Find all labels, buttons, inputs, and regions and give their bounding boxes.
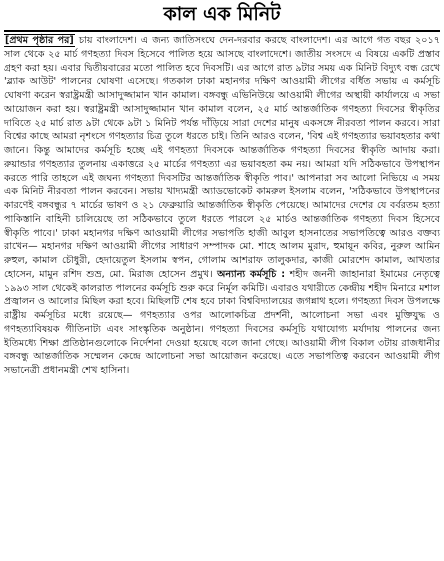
- article-text-other-programs: শহীদ জননী জাহানারা ইমামের নেতৃত্বে ১৯৯৩ সাল থেকেই কালরাত পালনের কর্মসূচি শুরু করে নির্মূল কমিটি। এবারও যথারীতে কেন্দ্রীয় শহীদ মিনারে মশাল প্রজ্বালন ও আলোর মিছিল করা হবে। মিছিলটি শেষ হবে ঢাকা বিশ্ববিদ্যালয়ের জগন্নাথ হলে। গণহত্যা দিবস উপলক্ষে রাষ্ট্রীয় কর্মসূচির মধ্যে রয়েছে— গণহত্যার ওপর আলোকচিত্র প্রদর্শনী, আলোচনা সভা এবং মুক্তিযুদ্ধ ও গণহত্যাবিষয়ক গীতিনাট্য এবং সাংস্কৃতিক অনুষ্ঠান। গণহত্যা দিবসের কর্মসূচি যথাযোগ্য মর্যাদায় পালনের জন্য ইতিমধ্যে শিক্ষা প্রতিষ্ঠানগুলোকে নির্দেশনা দেওয়া হয়েছে বলে জানা গেছে। আওয়ামী লীগ বিকাল ৩টায় রাজধানীর বঙ্গবন্ধু আন্তর্জাতিক সম্মেলন কেন্দ্রে আলোচনা সভা আয়োজন করেছে। এতে সভাপতিত্ব করবেন আওয়ামী লীগ সভানেত্রী প্রধানমন্ত্রী শেখ হাসিনা।: [4, 268, 440, 376]
- continuation-kicker: [প্রথম পৃষ্ঠার পর]: [5, 35, 74, 46]
- article-body: [4, 34, 440, 378]
- article-paragraph: [4, 34, 440, 378]
- headline-divider: [4, 30, 440, 32]
- section-label-other-programs: অন্যান্য কর্মসূচি :: [217, 268, 286, 280]
- headline: কাল এক মিনিট: [163, 3, 281, 25]
- article-text-main: চায় বাংলাদেশ। এ জন্য জাতিসংঘে দেন-দরবার করছে বাংলাদেশ। এর আগে গত বছর ২০১৭ সাল থেকে ২৫ মার্চ গণহত্যা দিবস হিসেবে পালিত হয়ে আসছে বাংলাদেশে। জাতীয় সংসদে এ বিষয়ে একটি প্রস্তাব গ্রহণ করা হয়। এবার দ্বিতীয়বারের মতো পালিত হবে দিবসটি। এর আগে রাত ৯টার সময় এক মিনিট বিদ্যুৎ বন্ধ রেখে 'ব্ল্যাক আউট' পালনের ঘোষণা এসেছে। গতকাল ঢাকা মহানগর দক্ষিণ আওয়ামী লীগের বর্ধিত সভায় এ কর্মসূচি ঘোষণা করেন স্বরাষ্ট্রমন্ত্রী আসাদুজ্জামান খান কামাল। বঙ্গবন্ধু এভিনিউয়ে আওয়ামী লীগের অস্থায়ী কার্যালয়ে এ সভা আয়োজন করা হয়। স্বরাষ্ট্রমন্ত্রী আসাদুজ্জামান খান কামাল বলেন, ২৫ মার্চ আন্তর্জাতিক গণহত্যা দিবসের স্বীকৃতির দাবিতে ২৫ মার্চ রাত ৯টা থেকে ৯টা ১ মিনিট পর্যন্ত দাঁড়িয়ে সারা দেশের মানুষ একসঙ্গে নীরবতা পালন করবে। সারা বিশ্বের কাছে আমরা নৃশংসে গণহত্যার চিত্র তুলে ধরতে চাই। তিনি আরও বলেন, 'বিশ্ব এই গণহত্যার ভয়াবহতার কথা জানে। কিন্তু আমাদের কর্মসূচি হচ্ছে এই গণহত্যা দিবসকে আন্তর্জাতিক গণহত্যা দিবসের স্বীকৃতি আদায় করা। রুয়ান্ডার গণহত্যার তুলনায় একাত্তরে ২৫ মার্চের গণহত্যা এর ভয়াবহতা কম নয়। আমরা যদি সঠিকভাবে উপস্থাপন করতে পারি তাহলে এই জঘন্য গণহত্যা দিবসটির আন্তর্জাতিক স্বীকৃতি পাব।' আপনারা সব আলো নিভিয়ে এ সময় এক মিনিট নীরবতা পালন করবেন। সভায় খাদ্যমন্ত্রী অ্যাডভোকেট কামরুল ইসলাম বলেন, 'সঠিকভাবে উপস্থাপনের কারণেই বঙ্গবন্ধুর ৭ মার্চের ভাষণ ও ২১ ফেব্রুয়ারি আন্তর্জাতিক স্বীকৃতি পেয়েছে। আমাদের দেশের যে বর্বরতম হত্যা পাকিস্তানি বাহিনী চালিয়েছে তা সঠিকভাবে তুলে ধরতে পারলে ২৫ মার্চও আন্তর্জাতিক গণহত্যা দিবস হিসেবে স্বীকৃতি পাবে।' ঢাকা মহানগর দক্ষিণ আওয়ামী লীগের সভাপতি হাজী আবুল হাসনাতের সভাপতিত্বে আরও বক্তব্য রাখেন— মহানগর দক্ষিণ আওয়ামী লীগের সাধারণ সম্পাদক মো. শাহে আলম মুরাদ, হুমায়ূন কবির, নুরুল আমিন রুহুল, কামাল চৌধুরী, হেদায়েতুল ইসলাম স্বপন, গোলাম আশরাফ তালুকদার, কাজী মোরশেদ কামাল, আখতার হোসেন, মামুন রশিদ শুভ্র, মো. মিরাজ হোসেন প্রমুখ।: [4, 35, 440, 280]
